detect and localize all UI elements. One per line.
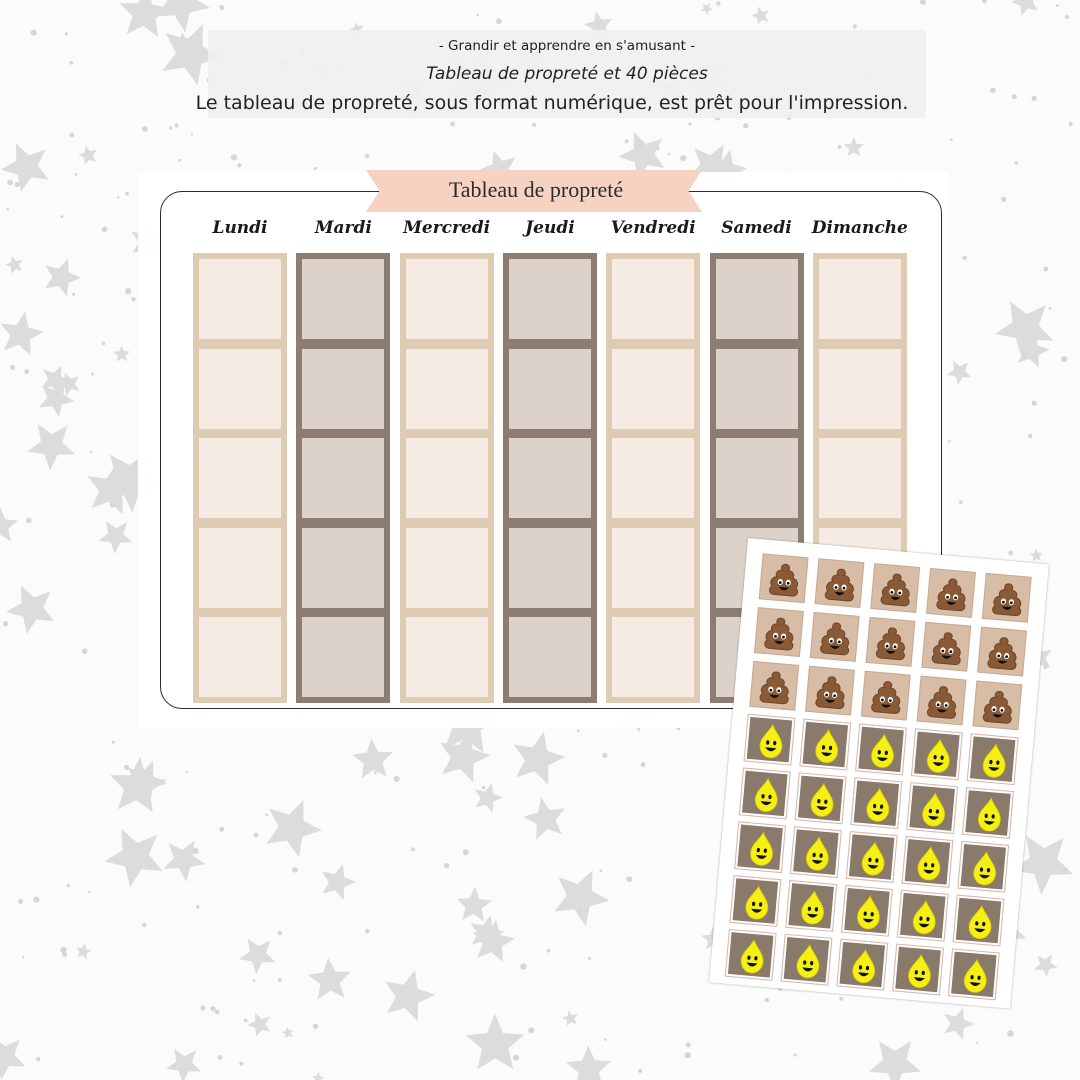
sticker-slot[interactable] (199, 259, 281, 339)
drop-icon (800, 720, 850, 770)
dot-decoration (117, 196, 120, 199)
dot-decoration (7, 208, 10, 211)
dot-decoration (520, 963, 526, 969)
dot-decoration (22, 956, 25, 959)
star-icon (99, 521, 133, 554)
drop-icon (837, 940, 887, 990)
dot-decoration (685, 1052, 691, 1058)
star-icon (247, 1013, 270, 1037)
sticker-slot[interactable] (612, 617, 694, 697)
drop-icon (782, 935, 832, 985)
dot-decoration (463, 849, 469, 855)
dot-decoration (1043, 665, 1047, 669)
dot-decoration (125, 288, 131, 294)
dot-decoration (191, 133, 193, 135)
sticker-slot[interactable] (716, 349, 798, 429)
day-label-dimanche: Dimanche (811, 218, 908, 238)
drop-icon (898, 891, 948, 941)
dot-decoration (278, 978, 282, 982)
sticker-slot[interactable] (302, 528, 384, 608)
drop-icon (893, 945, 943, 995)
dot-decoration (365, 154, 369, 158)
drop-icon (847, 832, 897, 882)
dot-decoration (201, 1005, 206, 1010)
poop-icon (972, 680, 1022, 730)
sticker-slot[interactable] (716, 438, 798, 518)
star-icon (239, 939, 275, 975)
dot-decoration (1001, 197, 1006, 202)
dot-decoration (60, 947, 66, 953)
dot-decoration (254, 833, 259, 838)
star-icon (352, 738, 393, 778)
dot-decoration (365, 929, 370, 934)
dot-decoration (950, 138, 953, 141)
sticker-slot[interactable] (612, 259, 694, 339)
drop-icon (856, 724, 906, 774)
day-label-vendredi: Vendredi (610, 218, 696, 238)
drop-icon (730, 876, 780, 926)
drop-icon (912, 729, 962, 779)
poop-icon (759, 553, 809, 603)
dot-decoration (604, 1038, 607, 1041)
dot-decoration (131, 297, 135, 301)
drop-icon (958, 842, 1008, 892)
dot-decoration (265, 814, 268, 817)
sticker-sheet (709, 538, 1049, 1009)
dot-decoration (588, 957, 591, 960)
dot-decoration (169, 127, 172, 130)
sticker-slot[interactable] (406, 349, 488, 429)
dot-decoration (1043, 267, 1048, 272)
drop-icon (963, 788, 1013, 838)
dot-decoration (24, 369, 29, 374)
dot-decoration (102, 227, 108, 233)
dot-decoration (476, 14, 479, 17)
day-label-mercredi: Mercredi (403, 218, 491, 238)
star-icon (6, 586, 54, 635)
dot-decoration (60, 215, 63, 218)
sticker-slot[interactable] (406, 438, 488, 518)
dot-decoration (26, 518, 32, 524)
dot-decoration (602, 753, 607, 758)
dot-decoration (110, 502, 115, 507)
dot-decoration (853, 24, 857, 28)
star-icon (1, 143, 49, 192)
dot-decoration (231, 154, 237, 160)
dot-decoration (1028, 434, 1032, 438)
dot-decoration (1012, 94, 1017, 99)
day-column-jeudi (503, 253, 597, 703)
dot-decoration (689, 123, 692, 126)
header-description: Le tableau de propreté, sous format numérique, est prêt pour l'impression. (195, 92, 909, 114)
day-column-mardi (296, 253, 390, 703)
star-icon (1011, 0, 1038, 16)
dot-decoration (716, 1, 720, 5)
day-column-mercredi (400, 253, 494, 703)
dot-decoration (88, 891, 91, 894)
dot-decoration (314, 167, 317, 170)
poop-icon (982, 573, 1032, 623)
drop-icon (954, 896, 1004, 946)
sticker-slot[interactable] (406, 617, 488, 697)
sticker-slot[interactable] (302, 617, 384, 697)
dot-decoration (1056, 4, 1059, 7)
dot-decoration (920, 0, 926, 5)
dot-decoration (219, 5, 224, 10)
dot-decoration (253, 979, 256, 982)
sticker-slot[interactable] (509, 438, 591, 518)
sticker-slot[interactable] (509, 349, 591, 429)
drop-icon (903, 837, 953, 887)
star-icon (944, 1008, 974, 1040)
sticker-slot[interactable] (302, 438, 384, 518)
dot-decoration (102, 342, 106, 346)
poop-icon (814, 558, 864, 608)
day-label-lundi: Lundi (212, 218, 268, 238)
dot-decoration (90, 451, 92, 453)
dot-decoration (313, 1023, 318, 1028)
dot-decoration (36, 1057, 40, 1061)
star-icon (78, 146, 97, 165)
dot-decoration (962, 256, 966, 260)
dot-decoration (142, 126, 148, 132)
dot-decoration (91, 373, 94, 376)
dot-decoration (838, 145, 842, 149)
dot-decoration (210, 1006, 215, 1011)
star-icon (113, 346, 130, 362)
dot-decoration (639, 144, 642, 147)
star-icon (27, 424, 75, 470)
dot-decoration (69, 133, 74, 138)
dot-decoration (244, 1019, 248, 1023)
dot-decoration (278, 931, 282, 935)
star-icon (869, 1041, 921, 1080)
star-icon (554, 870, 609, 926)
star-icon (308, 958, 351, 1000)
dot-decoration (72, 293, 75, 296)
dot-decoration (1064, 868, 1068, 872)
dot-decoration (686, 1042, 691, 1047)
dot-decoration (982, 0, 987, 4)
dot-decoration (411, 847, 415, 851)
star-icon (562, 1010, 578, 1026)
dot-decoration (237, 163, 241, 167)
sticker-slot[interactable] (199, 438, 281, 518)
sticker-slot[interactable] (819, 438, 901, 518)
day-column-vendredi (606, 253, 700, 703)
dot-decoration (513, 1055, 519, 1061)
dot-decoration (578, 910, 581, 913)
dot-decoration (743, 123, 748, 128)
star-icon (457, 887, 492, 921)
dot-decoration (680, 155, 686, 161)
dot-decoration (414, 1008, 416, 1010)
drop-icon (907, 783, 957, 833)
star-icon (0, 1036, 25, 1080)
dot-decoration (3, 621, 8, 626)
sticker-slot[interactable] (819, 349, 901, 429)
dot-decoration (292, 867, 298, 873)
dot-decoration (172, 1065, 176, 1069)
star-icon (751, 7, 769, 25)
sticker-slot[interactable] (612, 528, 694, 608)
sticker-slot[interactable] (199, 349, 281, 429)
sticker-slot[interactable] (406, 528, 488, 608)
dot-decoration (547, 949, 551, 953)
dot-decoration (444, 863, 449, 868)
dot-decoration (839, 997, 843, 1001)
star-icon (120, 0, 171, 37)
drop-icon (735, 822, 785, 872)
drop-icon (726, 930, 776, 980)
star-icon (1034, 954, 1058, 977)
dot-decoration (1069, 122, 1073, 126)
sticker-slot[interactable] (509, 528, 591, 608)
dot-decoration (239, 1062, 243, 1066)
sticker-slot[interactable] (612, 349, 694, 429)
star-icon (523, 797, 565, 839)
dot-decoration (124, 765, 129, 770)
dot-decoration (215, 1010, 220, 1015)
star-icon (1029, 549, 1042, 562)
dot-decoration (1065, 15, 1069, 19)
sticker-slot[interactable] (509, 259, 591, 339)
dot-decoration (18, 899, 23, 904)
drop-icon (745, 715, 795, 765)
star-icon (440, 730, 491, 782)
drop-icon (842, 886, 892, 936)
dot-decoration (394, 776, 400, 782)
header-subtitle: Tableau de propreté et 40 pièces (426, 64, 708, 84)
dot-decoration (82, 648, 88, 654)
star-icon (475, 783, 503, 812)
dot-decoration (765, 998, 769, 1002)
dot-decoration (112, 741, 115, 744)
dot-decoration (7, 180, 13, 186)
dot-decoration (192, 848, 198, 854)
dot-decoration (219, 827, 224, 832)
drop-icon (949, 949, 999, 999)
star-icon (45, 259, 81, 297)
dot-decoration (450, 122, 455, 127)
dot-decoration (125, 192, 129, 196)
dot-decoration (638, 1069, 642, 1073)
star-icon (947, 361, 972, 385)
dot-decoration (482, 786, 486, 790)
sticker-slot[interactable] (406, 259, 488, 339)
poop-icon (917, 676, 967, 726)
drop-icon (786, 881, 836, 931)
star-icon (322, 864, 356, 900)
star-icon (566, 1045, 611, 1080)
dot-decoration (75, 173, 78, 176)
sticker-slot[interactable] (302, 259, 384, 339)
poop-icon (861, 671, 911, 721)
dot-decoration (600, 869, 603, 872)
star-icon (0, 312, 43, 356)
dot-decoration (641, 762, 646, 767)
dot-decoration (175, 124, 179, 128)
star-icon (844, 137, 864, 156)
drop-icon (796, 773, 846, 823)
star-icon (76, 943, 92, 959)
dot-decoration (1061, 356, 1067, 362)
sticker-slot[interactable] (819, 259, 901, 339)
dot-decoration (577, 729, 580, 732)
dot-decoration (196, 905, 200, 909)
dot-decoration (178, 159, 181, 162)
dot-decoration (142, 923, 146, 927)
star-icon (266, 800, 322, 857)
star-icon (514, 732, 566, 785)
drop-icon (791, 827, 841, 877)
dot-decoration (625, 139, 629, 143)
drop-icon (740, 769, 790, 819)
drop-icon (851, 778, 901, 828)
poop-icon (754, 607, 804, 657)
dot-decoration (1008, 551, 1013, 556)
header-tagline: - Grandir et apprendre en s'amusant - (438, 38, 696, 54)
dot-decoration (496, 18, 502, 24)
star-icon (5, 256, 22, 274)
dot-decoration (1007, 1030, 1013, 1036)
dot-decoration (33, 897, 39, 903)
poop-icon (921, 622, 971, 672)
poop-icon (805, 666, 855, 716)
star-icon (0, 507, 18, 541)
dot-decoration (10, 365, 15, 370)
dot-decoration (976, 1042, 978, 1044)
dot-decoration (1022, 353, 1027, 358)
star-icon (282, 1027, 294, 1039)
dot-decoration (528, 1027, 534, 1033)
dot-decoration (374, 771, 377, 774)
dot-decoration (626, 876, 632, 882)
star-icon (104, 829, 162, 887)
sticker-slot[interactable] (612, 438, 694, 518)
day-label-mardi: Mardi (314, 218, 372, 238)
chart-title: Tableau de propreté (448, 177, 624, 202)
sticker-slot[interactable] (716, 259, 798, 339)
star-icon (385, 970, 435, 1022)
star-icon (312, 1072, 324, 1080)
dot-decoration (794, 1053, 797, 1056)
dot-decoration (15, 182, 20, 187)
sticker-slot[interactable] (302, 349, 384, 429)
dot-decoration (668, 153, 671, 156)
dot-decoration (656, 147, 659, 150)
dot-decoration (1049, 307, 1052, 310)
star-icon (166, 1049, 201, 1080)
star-icon (701, 3, 713, 15)
sticker-slot[interactable] (199, 617, 281, 697)
dot-decoration (532, 123, 536, 127)
dot-decoration (990, 88, 996, 94)
dot-decoration (1015, 161, 1019, 165)
drop-icon (968, 734, 1018, 784)
poop-icon (749, 661, 799, 711)
star-icon (164, 841, 206, 882)
day-label-samedi: Samedi (721, 218, 792, 238)
dot-decoration (1032, 96, 1037, 101)
star-icon (466, 1014, 525, 1070)
dot-decoration (67, 884, 70, 887)
dot-decoration (218, 1055, 223, 1060)
dot-decoration (1032, 401, 1037, 406)
poop-icon (926, 568, 976, 618)
poop-icon (866, 617, 916, 667)
poop-icon (810, 612, 860, 662)
day-label-jeudi: Jeudi (525, 218, 575, 238)
sticker-slot[interactable] (509, 617, 591, 697)
dot-decoration (65, 32, 68, 35)
dot-decoration (185, 771, 187, 773)
poop-icon (870, 563, 920, 613)
dot-decoration (959, 500, 963, 504)
dot-decoration (31, 30, 37, 36)
poop-icon (977, 627, 1027, 677)
sticker-slot[interactable] (199, 528, 281, 608)
dot-decoration (69, 61, 73, 65)
day-column-lundi (193, 253, 287, 703)
